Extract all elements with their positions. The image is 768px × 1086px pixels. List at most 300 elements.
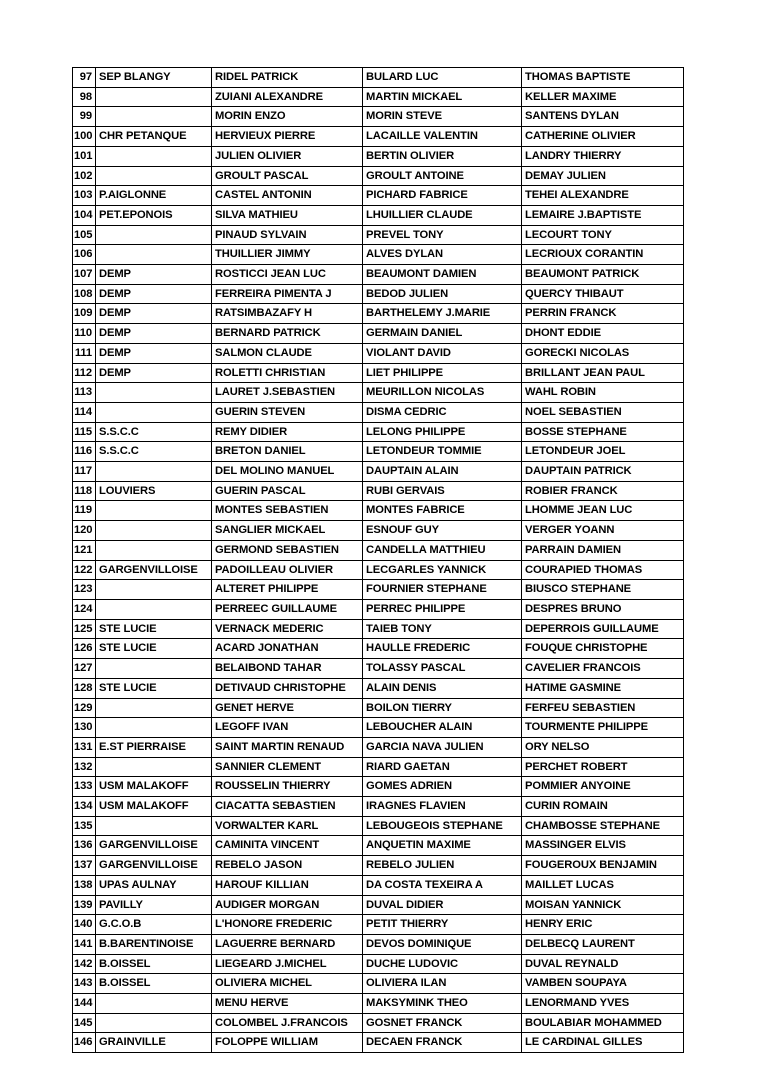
- club-name-cell: GARGENVILLOISE: [96, 856, 212, 876]
- player-1-cell: ROUSSELIN THIERRY: [212, 777, 363, 797]
- player-3-cell: LECRIOUX CORANTIN: [522, 245, 684, 265]
- player-1-cell: VERNACK MEDERIC: [212, 619, 363, 639]
- player-3-cell: FERFEU SEBASTIEN: [522, 698, 684, 718]
- player-3-cell: BEAUMONT PATRICK: [522, 265, 684, 285]
- player-2-cell: LECGARLES YANNICK: [363, 560, 522, 580]
- player-2-cell: PICHARD FABRICE: [363, 186, 522, 206]
- player-3-cell: FOUGEROUX BENJAMIN: [522, 856, 684, 876]
- player-2-cell: MONTES FABRICE: [363, 501, 522, 521]
- player-2-cell: LACAILLE VALENTIN: [363, 127, 522, 147]
- row-number-cell: 142: [73, 954, 96, 974]
- row-number-cell: 135: [73, 816, 96, 836]
- player-3-cell: DHONT EDDIE: [522, 324, 684, 344]
- player-2-cell: BULARD LUC: [363, 68, 522, 88]
- table-row: [73, 146, 684, 166]
- table-row: [73, 383, 684, 403]
- player-1-cell: JULIEN OLIVIER: [212, 146, 363, 166]
- row-number-cell: 143: [73, 974, 96, 994]
- player-3-cell: CAVELIER FRANCOIS: [522, 659, 684, 679]
- table-row: [73, 343, 684, 363]
- table-row: [73, 107, 684, 127]
- player-1-cell: DEL MOLINO MANUEL: [212, 462, 363, 482]
- table-row: [73, 284, 684, 304]
- club-name-cell: UPAS AULNAY: [96, 875, 212, 895]
- row-number-cell: 99: [73, 107, 96, 127]
- player-2-cell: DA COSTA TEXEIRA A: [363, 875, 522, 895]
- row-number-cell: 144: [73, 994, 96, 1014]
- club-name-cell: B.OISSEL: [96, 974, 212, 994]
- club-name-cell: STE LUCIE: [96, 639, 212, 659]
- club-name-cell: [96, 521, 212, 541]
- row-number-cell: 111: [73, 343, 96, 363]
- table-row: [73, 599, 684, 619]
- row-number-cell: 124: [73, 599, 96, 619]
- player-3-cell: LHOMME JEAN LUC: [522, 501, 684, 521]
- player-1-cell: PADOILLEAU OLIVIER: [212, 560, 363, 580]
- club-name-cell: DEMP: [96, 265, 212, 285]
- club-name-cell: B.OISSEL: [96, 954, 212, 974]
- club-name-cell: DEMP: [96, 324, 212, 344]
- row-number-cell: 139: [73, 895, 96, 915]
- club-name-cell: [96, 107, 212, 127]
- player-3-cell: LENORMAND YVES: [522, 994, 684, 1014]
- player-3-cell: HATIME GASMINE: [522, 678, 684, 698]
- club-name-cell: LOUVIERS: [96, 481, 212, 501]
- club-name-cell: DEMP: [96, 343, 212, 363]
- row-number-cell: 98: [73, 87, 96, 107]
- club-name-cell: [96, 757, 212, 777]
- club-name-cell: S.S.C.C: [96, 422, 212, 442]
- table-row: [73, 797, 684, 817]
- player-3-cell: LETONDEUR JOEL: [522, 442, 684, 462]
- player-3-cell: BOSSE STEPHANE: [522, 422, 684, 442]
- row-number-cell: 106: [73, 245, 96, 265]
- club-name-cell: STE LUCIE: [96, 678, 212, 698]
- player-2-cell: LETONDEUR TOMMIE: [363, 442, 522, 462]
- player-3-cell: VERGER YOANN: [522, 521, 684, 541]
- player-1-cell: THUILLIER JIMMY: [212, 245, 363, 265]
- player-3-cell: SANTENS DYLAN: [522, 107, 684, 127]
- club-name-cell: GARGENVILLOISE: [96, 560, 212, 580]
- player-3-cell: LEMAIRE J.BAPTISTE: [522, 205, 684, 225]
- row-number-cell: 133: [73, 777, 96, 797]
- table-row: [73, 481, 684, 501]
- table-row: [73, 462, 684, 482]
- player-2-cell: DEVOS DOMINIQUE: [363, 934, 522, 954]
- table-row: [73, 737, 684, 757]
- player-1-cell: COLOMBEL J.FRANCOIS: [212, 1013, 363, 1033]
- player-1-cell: REBELO JASON: [212, 856, 363, 876]
- table-row: [73, 540, 684, 560]
- row-number-cell: 114: [73, 402, 96, 422]
- player-3-cell: VAMBEN SOUPAYA: [522, 974, 684, 994]
- player-1-cell: FERREIRA PIMENTA J: [212, 284, 363, 304]
- player-2-cell: MORIN STEVE: [363, 107, 522, 127]
- row-number-cell: 129: [73, 698, 96, 718]
- row-number-cell: 113: [73, 383, 96, 403]
- player-3-cell: POMMIER ANYOINE: [522, 777, 684, 797]
- club-name-cell: [96, 87, 212, 107]
- player-3-cell: TOURMENTE PHILIPPE: [522, 718, 684, 738]
- club-name-cell: [96, 540, 212, 560]
- table-row: [73, 501, 684, 521]
- player-1-cell: HERVIEUX PIERRE: [212, 127, 363, 147]
- player-1-cell: BRETON DANIEL: [212, 442, 363, 462]
- club-name-cell: E.ST PIERRAISE: [96, 737, 212, 757]
- player-1-cell: RIDEL PATRICK: [212, 68, 363, 88]
- player-3-cell: CHAMBOSSE STEPHANE: [522, 816, 684, 836]
- player-2-cell: FOURNIER STEPHANE: [363, 580, 522, 600]
- row-number-cell: 115: [73, 422, 96, 442]
- player-1-cell: SALMON CLAUDE: [212, 343, 363, 363]
- player-1-cell: SANGLIER MICKAEL: [212, 521, 363, 541]
- row-number-cell: 126: [73, 639, 96, 659]
- club-name-cell: DEMP: [96, 304, 212, 324]
- player-1-cell: OLIVIERA MICHEL: [212, 974, 363, 994]
- player-2-cell: TOLASSY PASCAL: [363, 659, 522, 679]
- player-1-cell: ALTERET PHILIPPE: [212, 580, 363, 600]
- row-number-cell: 103: [73, 186, 96, 206]
- table-row: [73, 659, 684, 679]
- table-row: [73, 324, 684, 344]
- row-number-cell: 100: [73, 127, 96, 147]
- club-name-cell: [96, 816, 212, 836]
- player-1-cell: L'HONORE FREDERIC: [212, 915, 363, 935]
- player-3-cell: DESPRES BRUNO: [522, 599, 684, 619]
- row-number-cell: 108: [73, 284, 96, 304]
- table-row: [73, 698, 684, 718]
- player-3-cell: LE CARDINAL GILLES: [522, 1033, 684, 1053]
- player-1-cell: ROLETTI CHRISTIAN: [212, 363, 363, 383]
- row-number-cell: 104: [73, 205, 96, 225]
- player-1-cell: GROULT PASCAL: [212, 166, 363, 186]
- table-row: [73, 363, 684, 383]
- row-number-cell: 140: [73, 915, 96, 935]
- table-row: [73, 1033, 684, 1053]
- player-1-cell: PINAUD SYLVAIN: [212, 225, 363, 245]
- player-1-cell: FOLOPPE WILLIAM: [212, 1033, 363, 1053]
- player-2-cell: BEDOD JULIEN: [363, 284, 522, 304]
- player-3-cell: PARRAIN DAMIEN: [522, 540, 684, 560]
- player-2-cell: ALVES DYLAN: [363, 245, 522, 265]
- player-1-cell: GUERIN PASCAL: [212, 481, 363, 501]
- row-number-cell: 146: [73, 1033, 96, 1053]
- player-2-cell: PETIT THIERRY: [363, 915, 522, 935]
- player-2-cell: PREVEL TONY: [363, 225, 522, 245]
- club-name-cell: [96, 718, 212, 738]
- player-3-cell: GORECKI NICOLAS: [522, 343, 684, 363]
- player-1-cell: CASTEL ANTONIN: [212, 186, 363, 206]
- player-2-cell: BOILON TIERRY: [363, 698, 522, 718]
- player-3-cell: DELBECQ LAURENT: [522, 934, 684, 954]
- row-number-cell: 112: [73, 363, 96, 383]
- row-number-cell: 110: [73, 324, 96, 344]
- row-number-cell: 136: [73, 836, 96, 856]
- table-row: [73, 836, 684, 856]
- club-name-cell: [96, 580, 212, 600]
- club-name-cell: [96, 383, 212, 403]
- club-name-cell: B.BARENTINOISE: [96, 934, 212, 954]
- table-row: [73, 521, 684, 541]
- club-name-cell: DEMP: [96, 284, 212, 304]
- player-1-cell: ZUIANI ALEXANDRE: [212, 87, 363, 107]
- player-1-cell: SAINT MARTIN RENAUD: [212, 737, 363, 757]
- table-row: [73, 1013, 684, 1033]
- player-2-cell: LELONG PHILIPPE: [363, 422, 522, 442]
- table-row: [73, 619, 684, 639]
- player-2-cell: RUBI GERVAIS: [363, 481, 522, 501]
- club-name-cell: [96, 402, 212, 422]
- player-2-cell: DECAEN FRANCK: [363, 1033, 522, 1053]
- player-2-cell: LIET PHILIPPE: [363, 363, 522, 383]
- table-row: [73, 87, 684, 107]
- player-1-cell: MONTES SEBASTIEN: [212, 501, 363, 521]
- player-1-cell: CAMINITA VINCENT: [212, 836, 363, 856]
- player-3-cell: MOISAN YANNICK: [522, 895, 684, 915]
- player-3-cell: BOULABIAR MOHAMMED: [522, 1013, 684, 1033]
- player-1-cell: MORIN ENZO: [212, 107, 363, 127]
- row-number-cell: 141: [73, 934, 96, 954]
- player-3-cell: BIUSCO STEPHANE: [522, 580, 684, 600]
- player-1-cell: BELAIBOND TAHAR: [212, 659, 363, 679]
- table-row: [73, 994, 684, 1014]
- player-2-cell: ANQUETIN MAXIME: [363, 836, 522, 856]
- player-3-cell: COURAPIED THOMAS: [522, 560, 684, 580]
- row-number-cell: 131: [73, 737, 96, 757]
- player-2-cell: ALAIN DENIS: [363, 678, 522, 698]
- player-3-cell: NOEL SEBASTIEN: [522, 402, 684, 422]
- table-row: [73, 422, 684, 442]
- player-1-cell: BERNARD PATRICK: [212, 324, 363, 344]
- player-3-cell: THOMAS BAPTISTE: [522, 68, 684, 88]
- club-name-cell: S.S.C.C: [96, 442, 212, 462]
- player-1-cell: REMY DIDIER: [212, 422, 363, 442]
- row-number-cell: 109: [73, 304, 96, 324]
- row-number-cell: 145: [73, 1013, 96, 1033]
- player-2-cell: MARTIN MICKAEL: [363, 87, 522, 107]
- player-3-cell: DAUPTAIN PATRICK: [522, 462, 684, 482]
- table-row: [73, 757, 684, 777]
- table-row: [73, 205, 684, 225]
- table-row: [73, 856, 684, 876]
- club-name-cell: GARGENVILLOISE: [96, 836, 212, 856]
- player-2-cell: GARCIA NAVA JULIEN: [363, 737, 522, 757]
- table-row: [73, 974, 684, 994]
- player-2-cell: TAIEB TONY: [363, 619, 522, 639]
- player-2-cell: LEBOUGEOIS STEPHANE: [363, 816, 522, 836]
- row-number-cell: 125: [73, 619, 96, 639]
- row-number-cell: 122: [73, 560, 96, 580]
- player-1-cell: DETIVAUD CHRISTOPHE: [212, 678, 363, 698]
- player-1-cell: VORWALTER KARL: [212, 816, 363, 836]
- row-number-cell: 116: [73, 442, 96, 462]
- player-2-cell: GOSNET FRANCK: [363, 1013, 522, 1033]
- player-2-cell: BERTIN OLIVIER: [363, 146, 522, 166]
- player-3-cell: ORY NELSO: [522, 737, 684, 757]
- player-3-cell: LANDRY THIERRY: [522, 146, 684, 166]
- club-name-cell: [96, 599, 212, 619]
- club-name-cell: G.C.O.B: [96, 915, 212, 935]
- player-2-cell: RIARD GAETAN: [363, 757, 522, 777]
- table-row: [73, 442, 684, 462]
- row-number-cell: 127: [73, 659, 96, 679]
- table-row: [73, 560, 684, 580]
- player-1-cell: LAGUERRE BERNARD: [212, 934, 363, 954]
- table-row: [73, 402, 684, 422]
- row-number-cell: 121: [73, 540, 96, 560]
- player-2-cell: ESNOUF GUY: [363, 521, 522, 541]
- player-3-cell: BRILLANT JEAN PAUL: [522, 363, 684, 383]
- club-name-cell: [96, 462, 212, 482]
- roster-table: [72, 67, 684, 1053]
- player-2-cell: BEAUMONT DAMIEN: [363, 265, 522, 285]
- row-number-cell: 119: [73, 501, 96, 521]
- player-2-cell: DAUPTAIN ALAIN: [363, 462, 522, 482]
- table-row: [73, 777, 684, 797]
- club-name-cell: [96, 1013, 212, 1033]
- player-3-cell: CATHERINE OLIVIER: [522, 127, 684, 147]
- table-row: [73, 934, 684, 954]
- player-1-cell: SILVA MATHIEU: [212, 205, 363, 225]
- table-row: [73, 245, 684, 265]
- table-row: [73, 816, 684, 836]
- row-number-cell: 101: [73, 146, 96, 166]
- roster-table-body: [73, 68, 684, 1053]
- row-number-cell: 138: [73, 875, 96, 895]
- row-number-cell: 128: [73, 678, 96, 698]
- row-number-cell: 132: [73, 757, 96, 777]
- row-number-cell: 117: [73, 462, 96, 482]
- club-name-cell: USM MALAKOFF: [96, 777, 212, 797]
- player-1-cell: MENU HERVE: [212, 994, 363, 1014]
- player-3-cell: CURIN ROMAIN: [522, 797, 684, 817]
- table-row: [73, 678, 684, 698]
- club-name-cell: [96, 245, 212, 265]
- table-row: [73, 225, 684, 245]
- table-row: [73, 895, 684, 915]
- player-1-cell: SANNIER CLEMENT: [212, 757, 363, 777]
- table-row: [73, 954, 684, 974]
- player-3-cell: MAILLET LUCAS: [522, 875, 684, 895]
- player-3-cell: LECOURT TONY: [522, 225, 684, 245]
- player-2-cell: LEBOUCHER ALAIN: [363, 718, 522, 738]
- club-name-cell: SEP BLANGY: [96, 68, 212, 88]
- club-name-cell: [96, 166, 212, 186]
- player-2-cell: MAKSYMINK THEO: [363, 994, 522, 1014]
- player-2-cell: REBELO JULIEN: [363, 856, 522, 876]
- table-row: [73, 875, 684, 895]
- row-number-cell: 137: [73, 856, 96, 876]
- club-name-cell: PAVILLY: [96, 895, 212, 915]
- row-number-cell: 105: [73, 225, 96, 245]
- club-name-cell: [96, 146, 212, 166]
- table-row: [73, 265, 684, 285]
- player-3-cell: DEPERROIS GUILLAUME: [522, 619, 684, 639]
- player-1-cell: ROSTICCI JEAN LUC: [212, 265, 363, 285]
- player-2-cell: DUCHE LUDOVIC: [363, 954, 522, 974]
- player-1-cell: GERMOND SEBASTIEN: [212, 540, 363, 560]
- roster-table-container: [72, 67, 683, 1053]
- player-3-cell: HENRY ERIC: [522, 915, 684, 935]
- club-name-cell: [96, 225, 212, 245]
- club-name-cell: [96, 659, 212, 679]
- player-1-cell: RATSIMBAZAFY H: [212, 304, 363, 324]
- row-number-cell: 120: [73, 521, 96, 541]
- player-3-cell: KELLER MAXIME: [522, 87, 684, 107]
- player-1-cell: PERREEC GUILLAUME: [212, 599, 363, 619]
- player-3-cell: DUVAL REYNALD: [522, 954, 684, 974]
- player-2-cell: GROULT ANTOINE: [363, 166, 522, 186]
- player-3-cell: MASSINGER ELVIS: [522, 836, 684, 856]
- player-1-cell: LAURET J.SEBASTIEN: [212, 383, 363, 403]
- table-row: [73, 304, 684, 324]
- player-2-cell: GERMAIN DANIEL: [363, 324, 522, 344]
- player-2-cell: MEURILLON NICOLAS: [363, 383, 522, 403]
- club-name-cell: DEMP: [96, 363, 212, 383]
- club-name-cell: P.AIGLONNE: [96, 186, 212, 206]
- player-1-cell: ACARD JONATHAN: [212, 639, 363, 659]
- player-2-cell: VIOLANT DAVID: [363, 343, 522, 363]
- player-1-cell: HAROUF KILLIAN: [212, 875, 363, 895]
- player-2-cell: BARTHELEMY J.MARIE: [363, 304, 522, 324]
- table-row: [73, 68, 684, 88]
- player-1-cell: GUERIN STEVEN: [212, 402, 363, 422]
- player-2-cell: OLIVIERA ILAN: [363, 974, 522, 994]
- player-1-cell: LEGOFF IVAN: [212, 718, 363, 738]
- row-number-cell: 102: [73, 166, 96, 186]
- club-name-cell: GRAINVILLE: [96, 1033, 212, 1053]
- club-name-cell: CHR PETANQUE: [96, 127, 212, 147]
- club-name-cell: [96, 698, 212, 718]
- table-row: [73, 718, 684, 738]
- player-1-cell: GENET HERVE: [212, 698, 363, 718]
- table-row: [73, 580, 684, 600]
- player-3-cell: TEHEI ALEXANDRE: [522, 186, 684, 206]
- player-3-cell: QUERCY THIBAUT: [522, 284, 684, 304]
- player-3-cell: PERRIN FRANCK: [522, 304, 684, 324]
- table-row: [73, 166, 684, 186]
- table-row: [73, 639, 684, 659]
- player-2-cell: CANDELLA MATTHIEU: [363, 540, 522, 560]
- player-2-cell: GOMES ADRIEN: [363, 777, 522, 797]
- player-1-cell: CIACATTA SEBASTIEN: [212, 797, 363, 817]
- club-name-cell: [96, 501, 212, 521]
- row-number-cell: 134: [73, 797, 96, 817]
- player-1-cell: LIEGEARD J.MICHEL: [212, 954, 363, 974]
- row-number-cell: 123: [73, 580, 96, 600]
- player-2-cell: LHUILLIER CLAUDE: [363, 205, 522, 225]
- player-3-cell: PERCHET ROBERT: [522, 757, 684, 777]
- row-number-cell: 97: [73, 68, 96, 88]
- table-row: [73, 127, 684, 147]
- player-3-cell: FOUQUE CHRISTOPHE: [522, 639, 684, 659]
- player-2-cell: IRAGNES FLAVIEN: [363, 797, 522, 817]
- player-1-cell: AUDIGER MORGAN: [212, 895, 363, 915]
- row-number-cell: 118: [73, 481, 96, 501]
- player-3-cell: ROBIER FRANCK: [522, 481, 684, 501]
- club-name-cell: STE LUCIE: [96, 619, 212, 639]
- club-name-cell: USM MALAKOFF: [96, 797, 212, 817]
- player-3-cell: WAHL ROBIN: [522, 383, 684, 403]
- club-name-cell: PET.EPONOIS: [96, 205, 212, 225]
- player-2-cell: HAULLE FREDERIC: [363, 639, 522, 659]
- row-number-cell: 107: [73, 265, 96, 285]
- player-3-cell: DEMAY JULIEN: [522, 166, 684, 186]
- player-2-cell: PERREC PHILIPPE: [363, 599, 522, 619]
- table-row: [73, 915, 684, 935]
- club-name-cell: [96, 994, 212, 1014]
- table-row: [73, 186, 684, 206]
